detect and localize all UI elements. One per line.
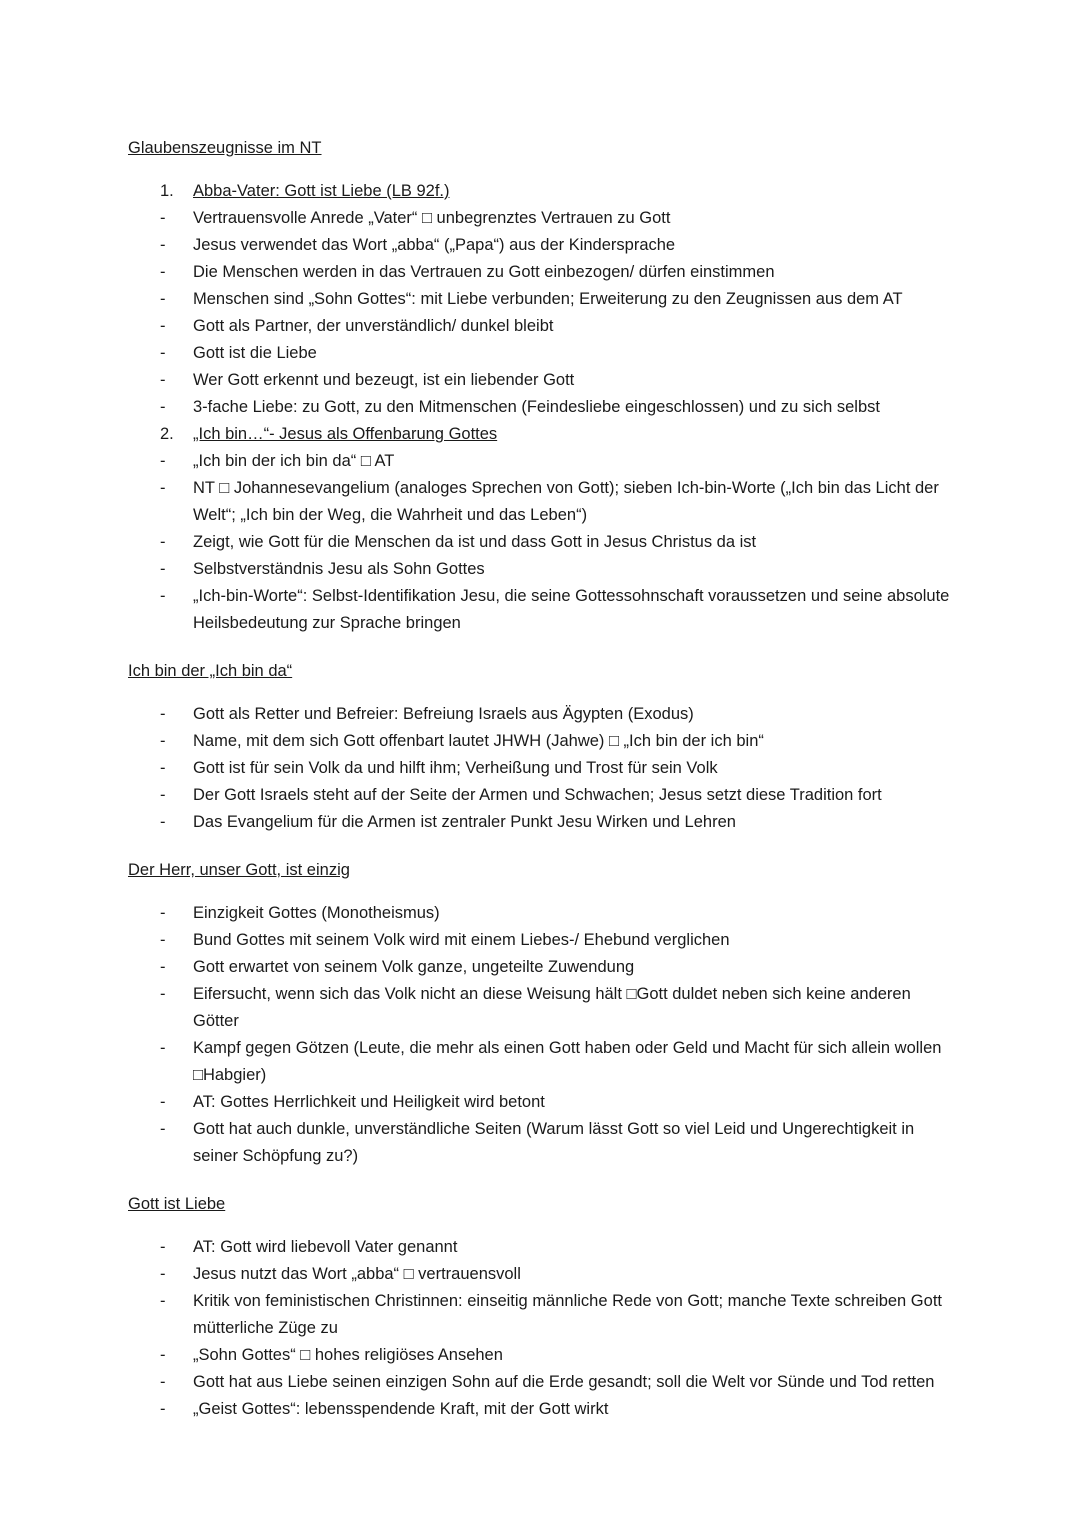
list-item [160, 394, 952, 421]
bullet-marker: - [160, 371, 166, 389]
section-heading-text: Ich bin der „Ich bin da“ [128, 662, 293, 680]
bullet-marker: - [160, 958, 166, 976]
list-item [160, 475, 952, 529]
bullet-marker: - [160, 705, 166, 723]
list-item [160, 1369, 952, 1396]
bullet-marker: - [160, 1093, 166, 1111]
list-item [160, 954, 952, 981]
list-item [160, 340, 952, 367]
bullet-marker: - [160, 263, 166, 281]
bullet-marker: - [160, 452, 166, 470]
bullet-marker: - [160, 533, 166, 551]
list-item [160, 1234, 952, 1261]
bullet-list [128, 1234, 952, 1423]
section-heading [128, 658, 952, 685]
item-heading [193, 421, 950, 448]
list-item-text: Vertrauensvolle Anrede „Vater“ □ unbegrenztes Vertrauen zu Gott [193, 209, 671, 227]
list-item-text: Gott hat aus Liebe seinen einzigen Sohn auf die Erde gesandt; soll die Welt vor Sünde und Tod retten [193, 1373, 935, 1391]
list-item-text: AT: Gottes Herrlichkeit und Heiligkeit wird betont [193, 1093, 545, 1111]
list-item-text: Gott hat auch dunkle, unverständliche Seiten (Warum lässt Gott so viel Leid und Ungerechtigkeit in seiner Schöpfung zu?) [193, 1120, 915, 1165]
list-item [160, 1116, 952, 1170]
section-ich-bin-der-ich-bin-da [128, 658, 952, 836]
list-item-text: Kritik von feministischen Christinnen: einseitig männliche Rede von Gott; manche Texte schreiben Gott mütterliche Züge zu [193, 1292, 942, 1337]
bullet-marker: - [160, 290, 166, 308]
list-item-text: Das Evangelium für die Armen ist zentraler Punkt Jesu Wirken und Lehren [193, 813, 736, 831]
list-item-text: Menschen sind „Sohn Gottes“: mit Liebe verbunden; Erweiterung zu den Zeugnissen aus dem AT [193, 290, 903, 308]
bullet-marker: - [160, 344, 166, 362]
bullet-marker: - [160, 317, 166, 335]
list-item [160, 981, 952, 1035]
list-item [160, 1089, 952, 1116]
item-number: 2. [160, 425, 174, 443]
list-item [160, 232, 952, 259]
bullet-marker: - [160, 587, 166, 605]
bullet-marker: - [160, 931, 166, 949]
list-item-text: Die Menschen werden in das Vertrauen zu Gott einbezogen/ dürfen einstimmen [193, 263, 775, 281]
list-item-text: Eifersucht, wenn sich das Volk nicht an diese Weisung hält □Gott duldet neben sich keine anderen Götter [193, 985, 911, 1030]
bullet-marker: - [160, 479, 166, 497]
numbered-list [128, 178, 952, 637]
list-item [160, 782, 952, 809]
bullet-marker: - [160, 813, 166, 831]
list-item [160, 755, 952, 782]
section-heading-text: Der Herr, unser Gott, ist einzig [128, 861, 350, 879]
list-item-text: Zeigt, wie Gott für die Menschen da ist und dass Gott in Jesus Christus da ist [193, 533, 757, 551]
list-item-text: Gott als Retter und Befreier: Befreiung Israels aus Ägypten (Exodus) [193, 705, 694, 723]
list-item-text: Name, mit dem sich Gott offenbart lautet JHWH (Jahwe) □ „Ich bin der ich bin“ [193, 732, 764, 750]
list-item [160, 1035, 952, 1089]
list-item-text: 3-fache Liebe: zu Gott, zu den Mitmenschen (Feindesliebe eingeschlossen) und zu sich selbst [193, 398, 880, 416]
list-item [160, 809, 952, 836]
list-item [160, 728, 952, 755]
numbered-item-heading [160, 421, 952, 448]
list-item-text: „Ich-bin-Worte“: Selbst-Identifikation Jesu, die seine Gottessohnschaft voraussetzen und seine absolute Heilsbedeutung zur Sprache bringen [193, 587, 950, 632]
bullet-list [128, 900, 952, 1170]
list-item-text: Gott ist für sein Volk da und hilft ihm; Verheißung und Trost für sein Volk [193, 759, 718, 777]
section-heading-text: Gott ist Liebe [128, 1195, 226, 1213]
page-title [128, 135, 952, 162]
list-item-text: Selbstverständnis Jesu als Sohn Gottes [193, 560, 485, 578]
list-item-text: AT: Gott wird liebevoll Vater genannt [193, 1238, 458, 1256]
list-item [160, 529, 952, 556]
page-title-text: Glaubenszeugnisse im NT [128, 139, 322, 157]
item-heading-text: „Ich bin…“- Jesus als Offenbarung Gottes [193, 425, 498, 443]
list-item [160, 367, 952, 394]
list-item [160, 259, 952, 286]
bullet-marker: - [160, 236, 166, 254]
bullet-marker: - [160, 1265, 166, 1283]
list-item-text: Einzigkeit Gottes (Monotheismus) [193, 904, 440, 922]
bullet-marker: - [160, 759, 166, 777]
item-heading-text: Abba-Vater: Gott ist Liebe (LB 92f.) [193, 182, 450, 200]
bullet-marker: - [160, 1400, 166, 1418]
list-item-text: Wer Gott erkennt und bezeugt, ist ein liebender Gott [193, 371, 575, 389]
list-item-text: NT □ Johannesevangelium (analoges Sprechen von Gott); sieben Ich-bin-Worte („Ich bin das Licht der Welt“; „Ich bin der Weg, die Wahrheit und das Leben“) [193, 479, 939, 524]
list-item-text: „Geist Gottes“: lebensspendende Kraft, mit der Gott wirkt [193, 1400, 609, 1418]
list-item-text: Gott als Partner, der unverständlich/ dunkel bleibt [193, 317, 554, 335]
bullet-marker: - [160, 786, 166, 804]
list-item [160, 1288, 952, 1342]
numbered-item-heading [160, 178, 952, 205]
list-item-text: „Ich bin der ich bin da“ □ AT [193, 452, 395, 470]
section-heading [128, 1191, 952, 1218]
item-heading [193, 178, 950, 205]
bullet-marker: - [160, 1292, 166, 1310]
list-item [160, 927, 952, 954]
bullet-marker: - [160, 560, 166, 578]
item-number: 1. [160, 182, 174, 200]
list-item [160, 1396, 952, 1423]
list-item [160, 313, 952, 340]
list-item [160, 1261, 952, 1288]
bullet-marker: - [160, 732, 166, 750]
list-item-text: Kampf gegen Götzen (Leute, die mehr als einen Gott haben oder Geld und Macht für sich allein wollen □Habgier) [193, 1039, 942, 1084]
section-gott-ist-liebe [128, 1191, 952, 1423]
list-item [160, 205, 952, 232]
list-item [160, 286, 952, 313]
bullet-marker: - [160, 398, 166, 416]
section-der-herr-unser-gott [128, 857, 952, 1170]
list-item-text: Der Gott Israels steht auf der Seite der Armen und Schwachen; Jesus setzt diese Tradition fort [193, 786, 882, 804]
bullet-marker: - [160, 1039, 166, 1057]
list-item [160, 900, 952, 927]
bullet-marker: - [160, 209, 166, 227]
list-item [160, 583, 952, 637]
list-item [160, 448, 952, 475]
bullet-marker: - [160, 985, 166, 1003]
list-item [160, 701, 952, 728]
document-body [128, 135, 952, 1423]
bullet-marker: - [160, 1346, 166, 1364]
list-item-text: Jesus nutzt das Wort „abba“ □ vertrauensvoll [193, 1265, 521, 1283]
list-item-text: Bund Gottes mit seinem Volk wird mit einem Liebes-/ Ehebund verglichen [193, 931, 730, 949]
list-item-text: Jesus verwendet das Wort „abba“ („Papa“) aus der Kindersprache [193, 236, 676, 254]
list-item-text: „Sohn Gottes“ □ hohes religiöses Ansehen [193, 1346, 503, 1364]
bullet-marker: - [160, 1373, 166, 1391]
list-item-text: Gott ist die Liebe [193, 344, 317, 362]
section-heading [128, 857, 952, 884]
list-item-text: Gott erwartet von seinem Volk ganze, ungeteilte Zuwendung [193, 958, 635, 976]
bullet-list [128, 701, 952, 836]
bullet-marker: - [160, 1120, 166, 1138]
bullet-marker: - [160, 904, 166, 922]
bullet-marker: - [160, 1238, 166, 1256]
list-item [160, 556, 952, 583]
list-item [160, 1342, 952, 1369]
